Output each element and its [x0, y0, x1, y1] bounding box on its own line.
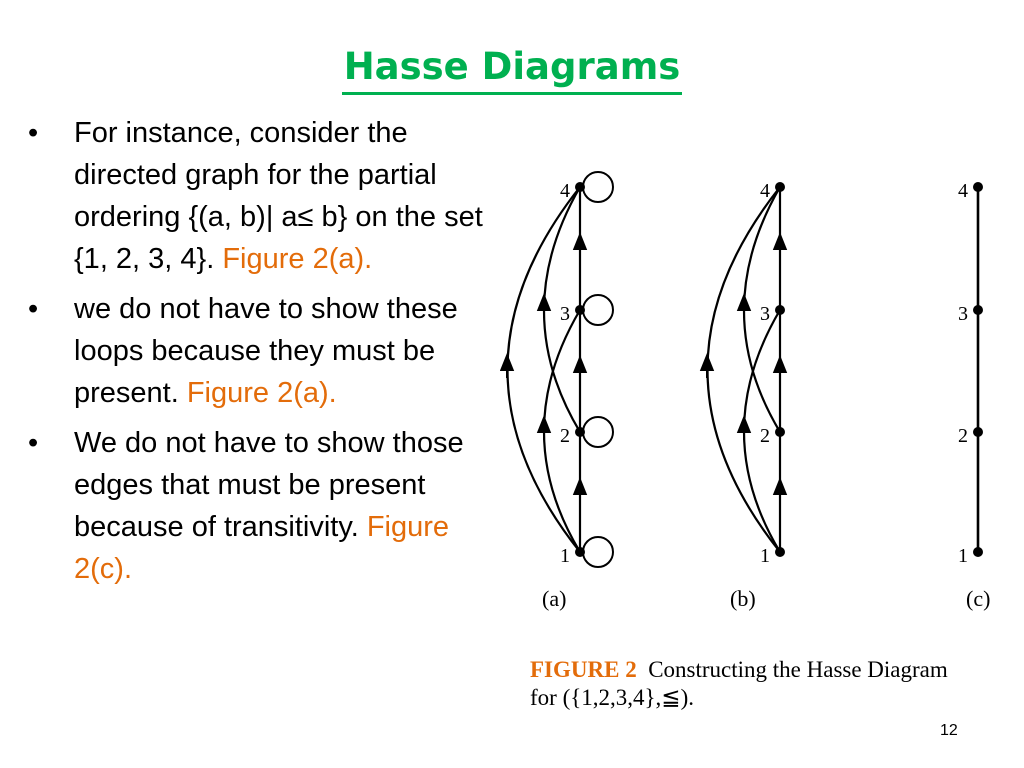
- loop-1: [583, 537, 613, 567]
- node-3: [775, 305, 785, 315]
- bullet-marker: •: [28, 117, 39, 149]
- node-1: [575, 547, 585, 557]
- title-container: [0, 44, 1024, 95]
- node-label-3: 3: [760, 303, 770, 325]
- node-label-2: 2: [560, 425, 570, 447]
- node-label-4: 4: [760, 180, 770, 202]
- hasse-diagram-figure: [500, 160, 1010, 620]
- node-1: [775, 547, 785, 557]
- edge-1-4: [508, 187, 581, 552]
- caption-text: Constructing the Hasse Diagram for ({1,2,3,4},≦).: [530, 657, 948, 710]
- bullet-item: [28, 112, 498, 280]
- node-2: [973, 427, 983, 437]
- node-3: [973, 305, 983, 315]
- node-label-2: 2: [958, 425, 968, 447]
- node-1: [973, 547, 983, 557]
- figure-reference: Figure 2(a).: [186, 377, 337, 409]
- bullet-list: [28, 112, 498, 598]
- node-2: [575, 427, 585, 437]
- panel-label-c: (c): [966, 586, 991, 611]
- node-label-4: 4: [958, 180, 968, 202]
- panel-b: [707, 180, 785, 611]
- bullet-text: For instance, consider the directed graph for the partial ordering {(a, b)| a≤ b} on the set {1, 2, 3, 4}.: [74, 117, 483, 275]
- node-label-3: 3: [560, 303, 570, 325]
- node-label-1: 1: [760, 545, 770, 567]
- figure-caption: [530, 656, 970, 712]
- node-label-3: 3: [958, 303, 968, 325]
- node-3: [575, 305, 585, 315]
- panel-a: [507, 172, 613, 611]
- panel-label-a: (a): [542, 586, 567, 611]
- figure-reference: Figure 2(a).: [222, 243, 373, 275]
- node-label-4: 4: [560, 180, 570, 202]
- figure-label: FIGURE 2: [530, 657, 637, 682]
- slide-title: Hasse Diagrams: [342, 44, 683, 95]
- edge-1-4: [708, 187, 781, 552]
- bullet-marker: •: [28, 293, 39, 325]
- panel-c: [958, 180, 990, 611]
- bullet-item: [28, 422, 498, 590]
- figure-reference: Figure 2(c).: [74, 511, 450, 585]
- panel-label-b: (b): [730, 586, 756, 611]
- bullet-text: We do not have to show those edges that must be present because of transitivity.: [74, 427, 464, 543]
- node-4: [973, 182, 983, 192]
- loop-3: [583, 295, 613, 325]
- page-number: 12: [940, 722, 958, 739]
- node-label-1: 1: [958, 545, 968, 567]
- bullet-text: we do not have to show these loops because they must be present.: [74, 293, 458, 409]
- bullet-marker: •: [28, 427, 39, 459]
- bullet-item: [28, 288, 498, 414]
- node-label-2: 2: [760, 425, 770, 447]
- loop-2: [583, 417, 613, 447]
- node-2: [775, 427, 785, 437]
- loop-4: [583, 172, 613, 202]
- node-label-1: 1: [560, 545, 570, 567]
- node-4: [575, 182, 585, 192]
- node-4: [775, 182, 785, 192]
